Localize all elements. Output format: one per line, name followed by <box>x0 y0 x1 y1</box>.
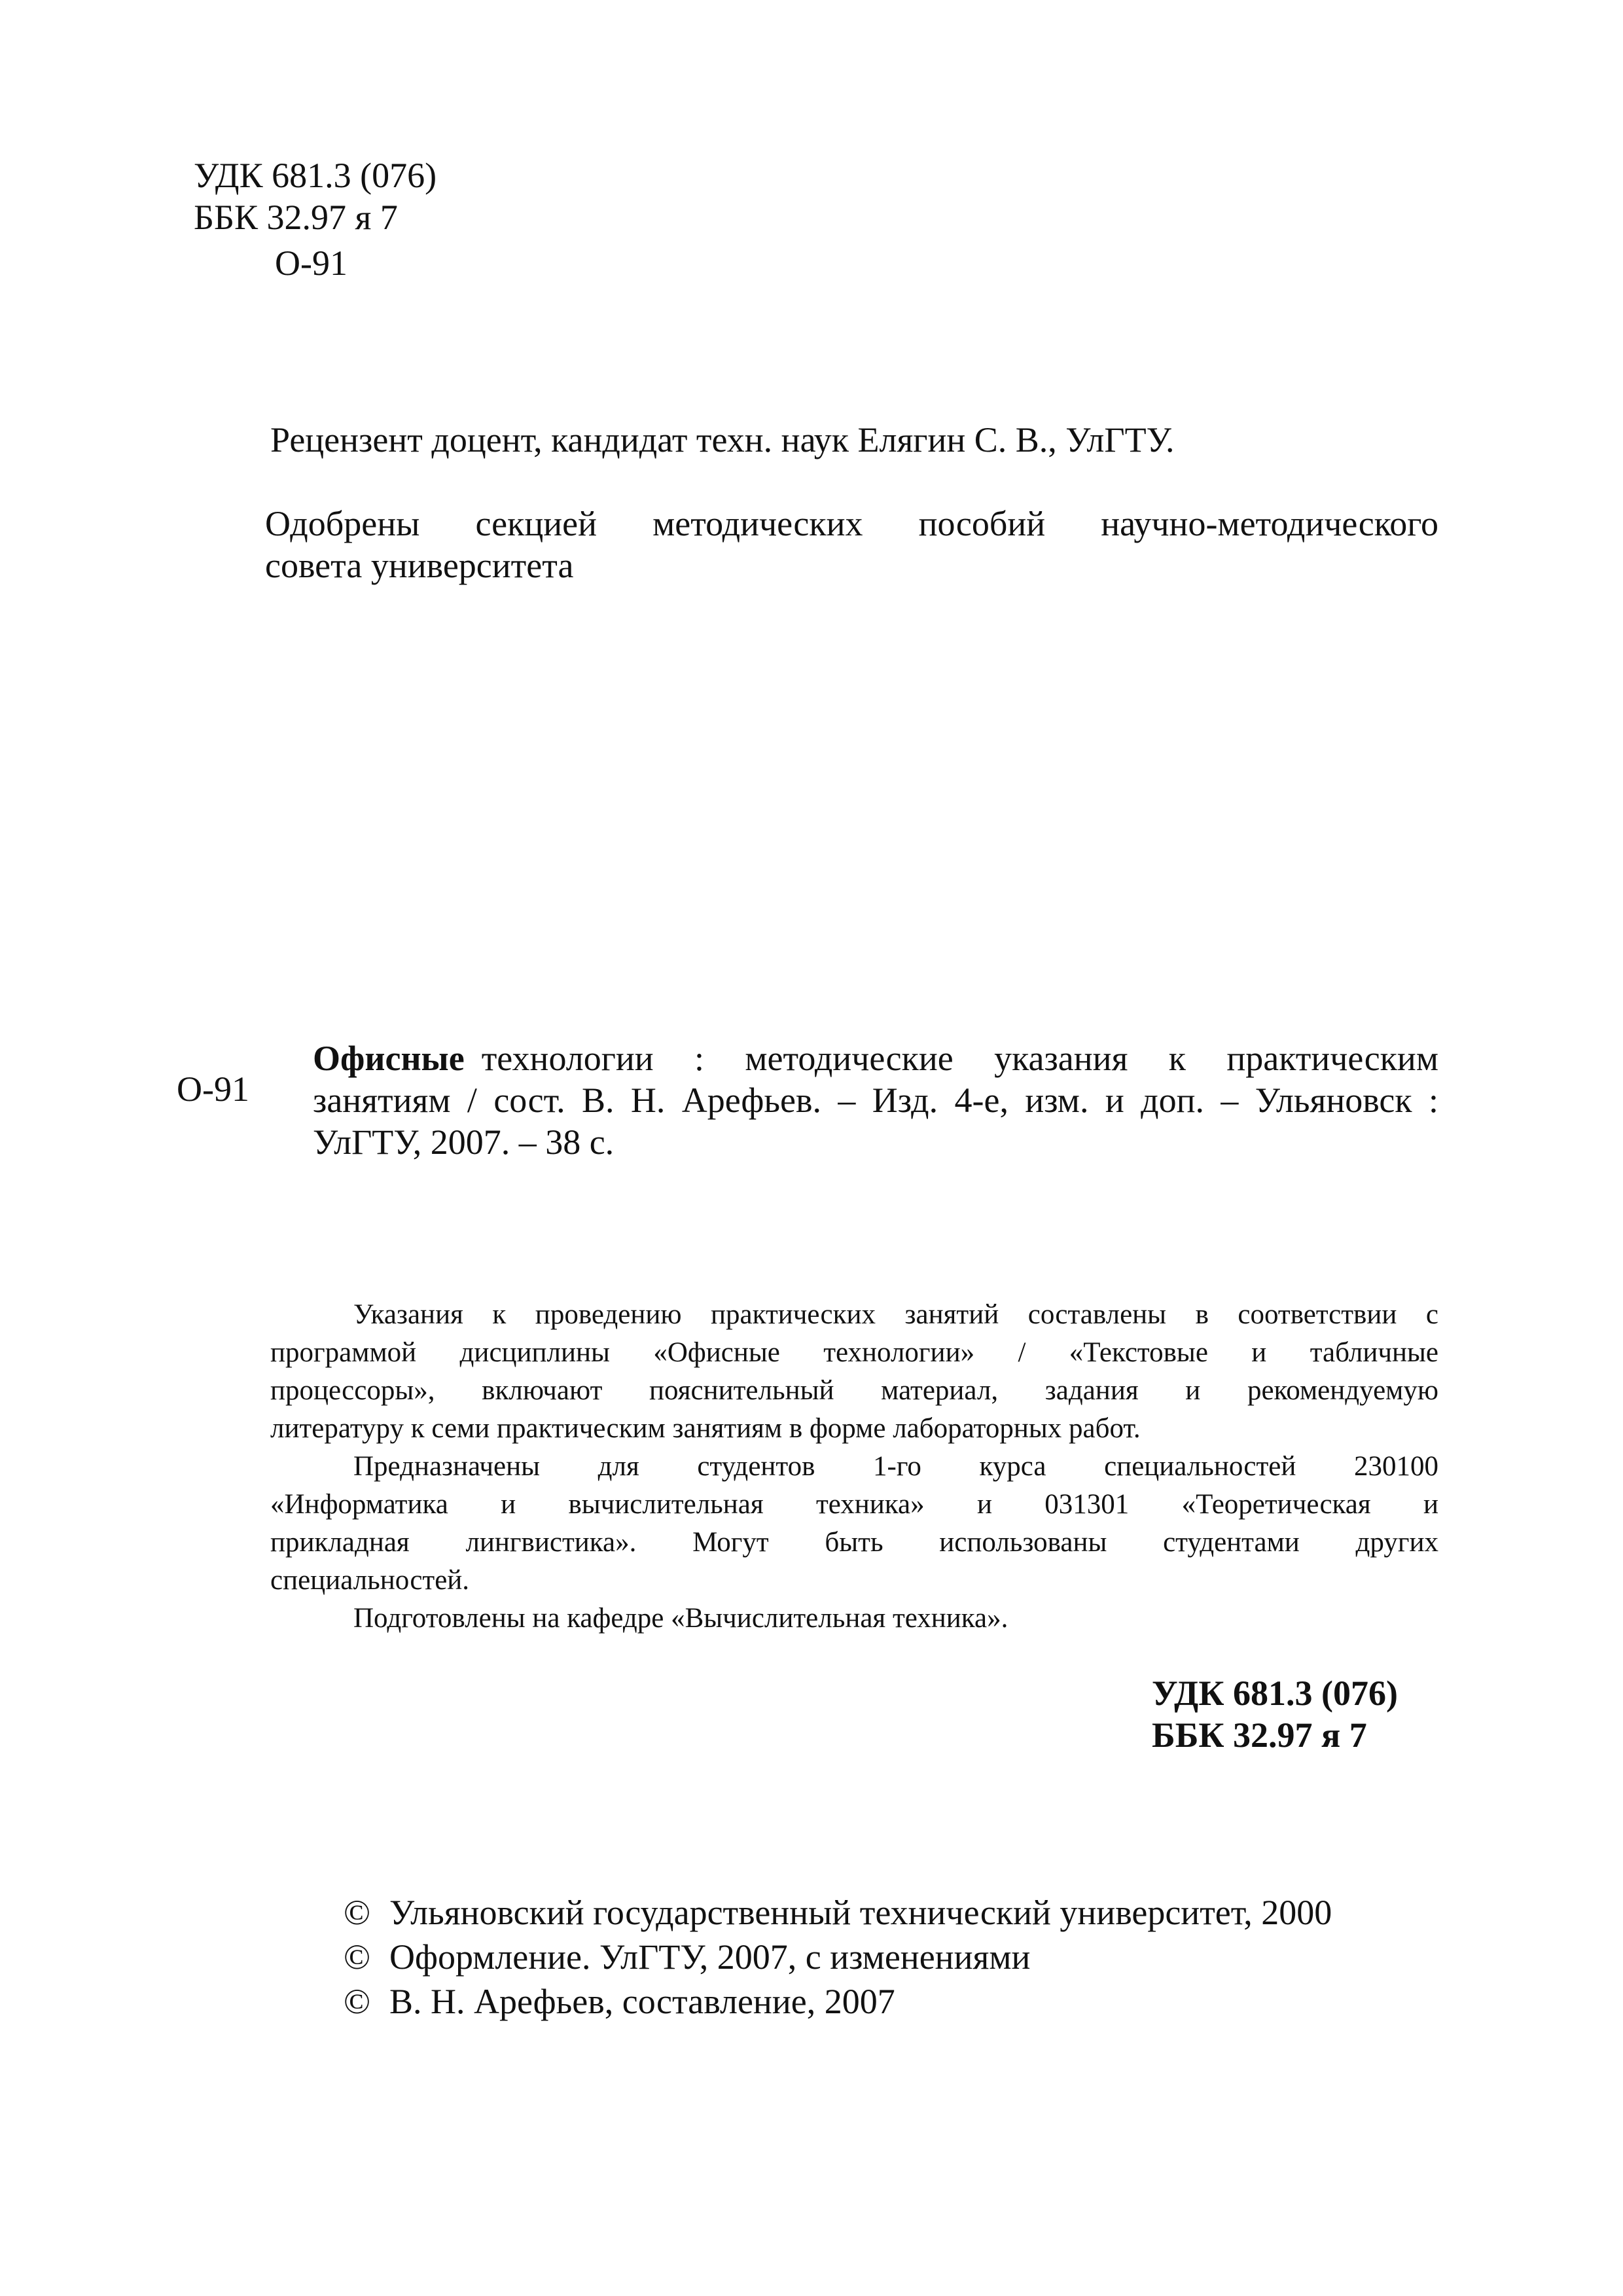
annotation-p1-line-1: Указания к проведению практических занятий составлены в соответствии с <box>353 1299 1438 1330</box>
bottom-codes <box>1152 1672 1398 1756</box>
bibliographic-entry <box>313 1037 1438 1163</box>
annotation-p2-line-3: прикладная лингвистика». Могут быть использованы студентами других <box>270 1527 1438 1558</box>
approval-line-1: Одобрены секцией методических пособий научно-методического <box>265 504 1438 543</box>
copyright-text-1: Ульяновский государственный технический университет, 2000 <box>389 1893 1332 1932</box>
annotation-p2-line-1: Предназначены для студентов 1-го курса специальностей 230100 <box>353 1451 1438 1482</box>
bib-line-1-rest: технологии : методические указания к практическим <box>481 1039 1438 1078</box>
author-mark-top: О-91 <box>275 243 348 283</box>
bbk-code-bottom: ББК 32.97 я 7 <box>1152 1715 1367 1755</box>
annotation-p3: Подготовлены на кафедре «Вычислительная техника». <box>353 1603 1008 1634</box>
bib-title-bold: Офисные <box>313 1039 465 1078</box>
approval-line-2: совета университета <box>265 546 574 585</box>
approval-block <box>265 503 1438 586</box>
bib-line-2: занятиям / сост. В. Н. Арефьев. – Изд. 4-е, изм. и доп. – Ульяновск : <box>313 1081 1438 1120</box>
copyright-block <box>344 1890 1332 2024</box>
bib-line-3: УлГТУ, 2007. – 38 с. <box>313 1122 615 1162</box>
annotation-p1-line-2: программой дисциплины «Офисные технологии» / «Текстовые и табличные <box>270 1337 1438 1368</box>
copyright-item <box>344 1935 1332 1979</box>
annotation-p2-line-2: «Информатика и вычислительная техника» и 031301 «Теоретическая и <box>270 1489 1438 1520</box>
copyright-item <box>344 1890 1332 1935</box>
bib-author-mark: О-91 <box>177 1069 249 1109</box>
udk-code-bottom: УДК 681.3 (076) <box>1152 1674 1398 1713</box>
copyright-icon: © <box>344 1893 371 1932</box>
annotation-p1-line-4: литературу к семи практическим занятиям в форме лабораторных работ. <box>270 1413 1141 1444</box>
copyright-icon: © <box>344 1937 371 1977</box>
copyright-text-2: Оформление. УлГТУ, 2007, с изменениями <box>389 1937 1031 1977</box>
copyright-item <box>344 1979 1332 2024</box>
copyright-text-3: В. Н. Арефьев, составление, 2007 <box>389 1982 895 2021</box>
annotation-p1-line-3: процессоры», включают пояснительный материал, задания и рекомендуемую <box>270 1375 1438 1406</box>
bib-line-1 <box>313 1037 1438 1079</box>
bbk-code-top: ББК 32.97 я 7 <box>194 198 398 237</box>
annotation-block <box>270 1296 1438 1638</box>
annotation-p2-line-4: специальностей. <box>270 1565 470 1596</box>
reviewer-line: Рецензент доцент, кандидат техн. наук Елягин С. В., УлГТУ. <box>270 420 1175 459</box>
udk-code-top: УДК 681.3 (076) <box>194 156 437 195</box>
copyright-icon: © <box>344 1982 371 2021</box>
